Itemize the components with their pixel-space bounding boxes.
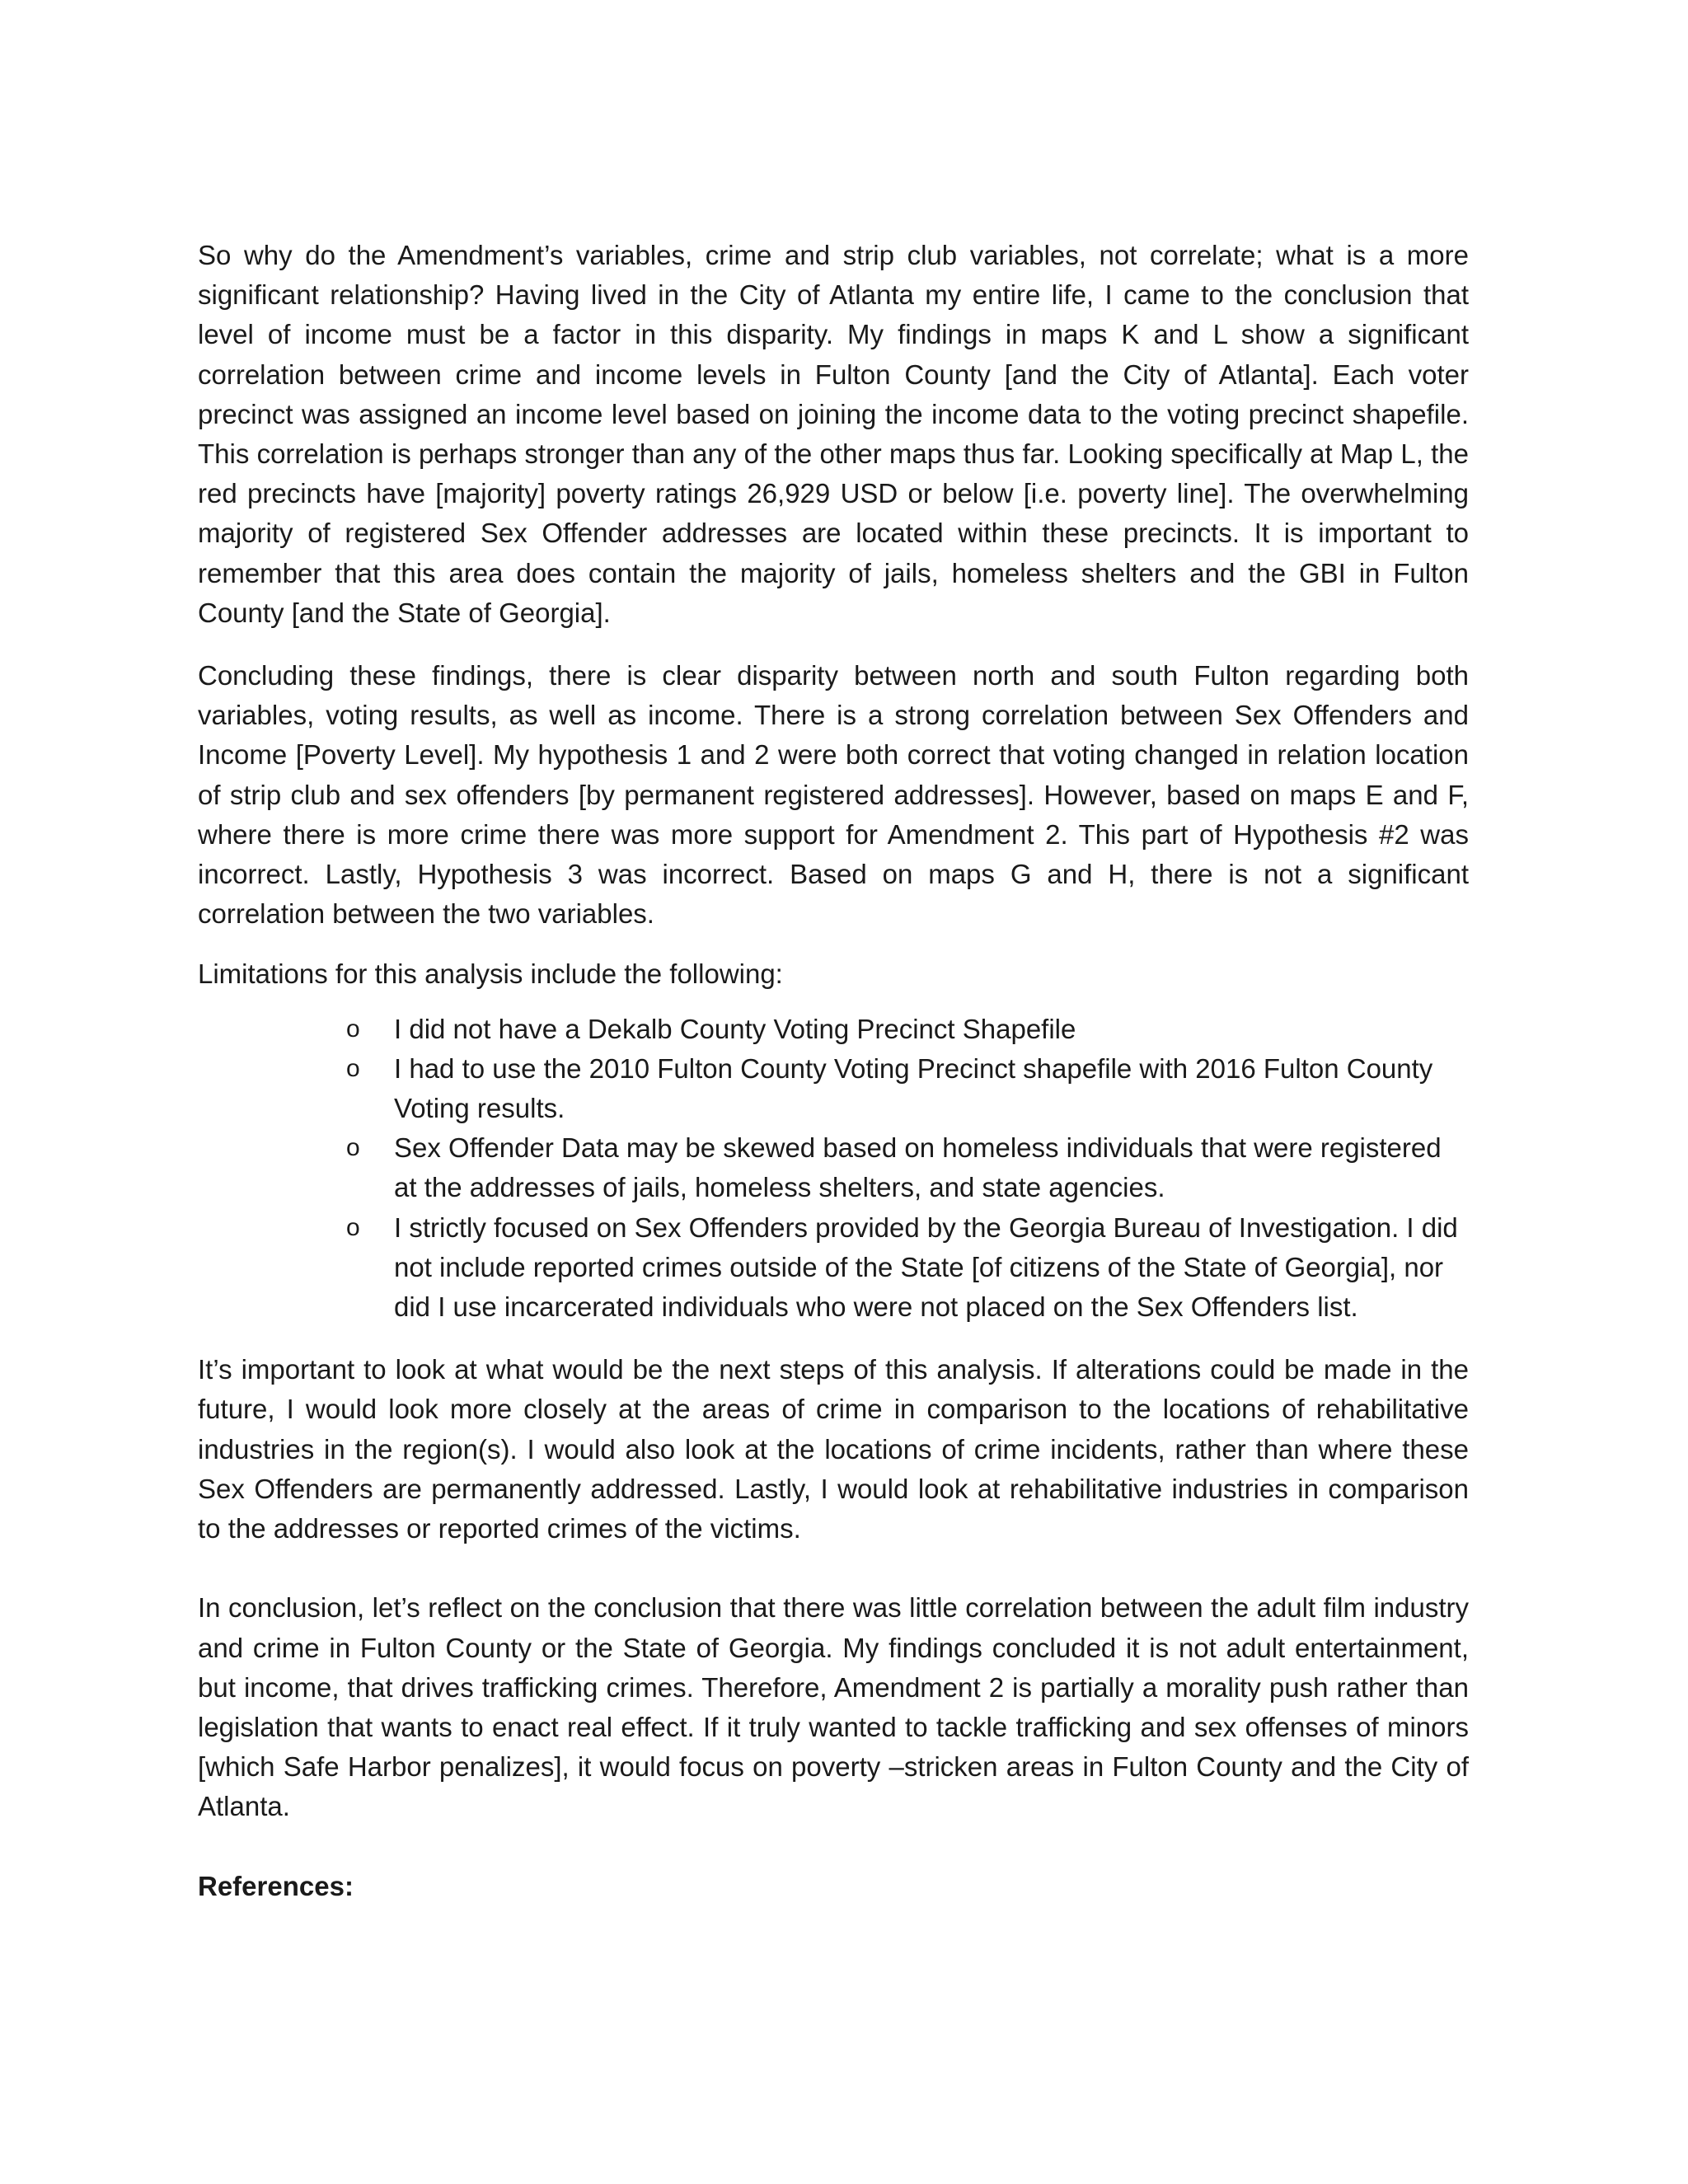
list-item-text: I did not have a Dekalb County Voting Precinct Shapefile: [394, 1013, 1076, 1044]
list-item: [346, 1049, 1469, 1128]
bullet-circle-icon: o: [346, 1054, 360, 1082]
bullet-circle-icon: o: [346, 1213, 360, 1241]
bullet-circle-icon: o: [346, 1134, 360, 1162]
paragraph-income-correlation: So why do the Amendment’s variables, crime and strip club variables, not correlate; what is a more significant relationship? Having lived in the City of Atlanta my entire life, I came to the conclusion that level of income must be a factor in this disparity. My findings in maps K and L show a significant correlation between crime and income levels in Fulton County [and the City of Atlanta]. Each voter precinct was assigned an income level based on joining the income data to the voting precinct shapefile. This correlation is perhaps stronger than any of the other maps thus far. Looking specifically at Map L, the red precincts have [majority] poverty ratings 26,929 USD or below [i.e. poverty line]. The overwhelming majority of registered Sex Offender addresses are located within these precincts. It is important to remember that this area does contain the majority of jails, homeless shelters and the GBI in Fulton County [and the State of Georgia].: [198, 240, 1469, 628]
list-item-text: I had to use the 2010 Fulton County Voting Precinct shapefile with 2016 Fulton County Voting results.: [394, 1052, 1433, 1124]
document-page: [198, 236, 1469, 1906]
paragraph-conclusion: In conclusion, let’s reflect on the conclusion that there was little correlation between the adult film industry and crime in Fulton County or the State of Georgia. My findings concluded it is not adult entertainment, but income, that drives trafficking crimes. Therefore, Amendment 2 is partially a morality push rather than legislation that wants to enact real effect. If it truly wanted to tackle trafficking and sex offenses of minors [which Safe Harbor penalizes], it would focus on poverty –stricken areas in Fulton County and the City of Atlanta.: [198, 1592, 1469, 1822]
list-item: [346, 1128, 1469, 1207]
list-item: [346, 1208, 1469, 1328]
list-item-text: I strictly focused on Sex Offenders provided by the Georgia Bureau of Investigation. I did not include reported crimes outside of the State [of citizens of the State of Georgia], nor did I use incarcerated individuals who were not placed on the Sex Offenders list.: [394, 1212, 1458, 1323]
paragraph-next-steps: It’s important to look at what would be the next steps of this analysis. If alterations could be made in the future, I would look more closely at the areas of crime in comparison to the locations of rehabilitative industries in the region(s). I would also look at the locations of crime incidents, rather than where these Sex Offenders are permanently addressed. Lastly, I would look at rehabilitative industries in comparison to the addresses or reported crimes of the victims.: [198, 1354, 1469, 1544]
list-item: [346, 1010, 1469, 1049]
limitations-list: [198, 1010, 1469, 1328]
bullet-circle-icon: o: [346, 1015, 360, 1043]
paragraph-findings-conclusion: Concluding these findings, there is clear disparity between north and south Fulton regarding both variables, voting results, as well as income. There is a strong correlation between Sex Offenders and Income [Poverty Level]. My hypothesis 1 and 2 were both correct that voting changed in relation location of strip club and sex offenders [by permanent registered addresses]. However, based on maps E and F, where there is more crime there was more support for Amendment 2. This part of Hypothesis #2 was incorrect. Lastly, Hypothesis 3 was incorrect. Based on maps G and H, there is not a significant correlation between the two variables.: [198, 660, 1469, 930]
list-item-text: Sex Offender Data may be skewed based on homeless individuals that were registered at the addresses of jails, homeless shelters, and state agencies.: [394, 1132, 1442, 1203]
references-heading: References:: [198, 1870, 354, 1901]
paragraph-limitations-intro: Limitations for this analysis include the following:: [198, 958, 783, 990]
